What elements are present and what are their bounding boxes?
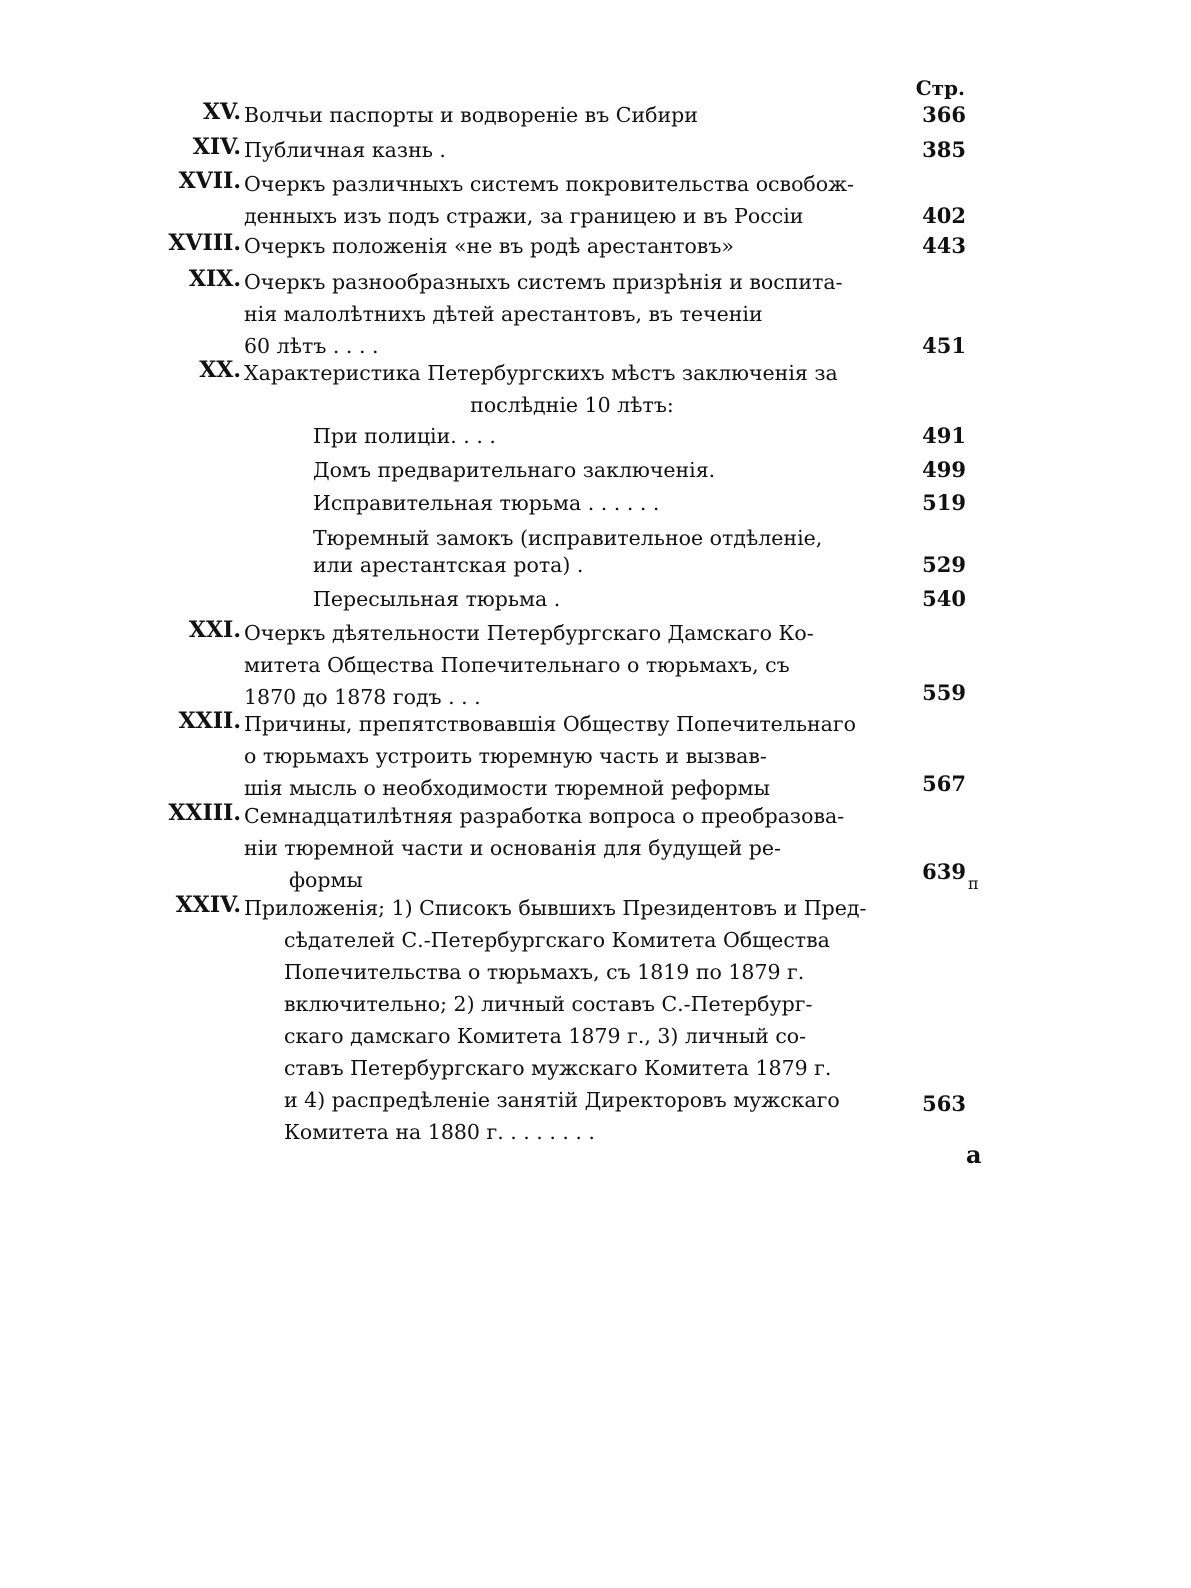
title-line: шія мысль о необходимости тюремной реформы <box>244 776 770 800</box>
title-line: ставъ Петербургскаго мужскаго Комитета 1879 г. <box>284 1056 832 1080</box>
chapter-title <box>244 134 900 166</box>
chapter-number: XXI. <box>188 617 241 643</box>
chapter-title <box>244 168 900 232</box>
signature-mark: a <box>966 1140 982 1169</box>
subentry-label: При полиціи. . . . <box>313 424 496 448</box>
title-line: 1870 до 1878 годъ . . . <box>244 685 481 709</box>
page-number: 639 <box>922 859 966 884</box>
title-line: Публичная казнь . <box>244 138 446 162</box>
title-line: скаго дамскаго Комитета 1879 г., 3) личный со- <box>284 1024 807 1048</box>
chapter-number: XVII. <box>178 168 241 194</box>
subentry-label: Пересыльная тюрьма . <box>313 587 561 611</box>
chapter-number: XV. <box>203 99 241 125</box>
chapter-title <box>244 357 900 421</box>
title-line: формы <box>289 868 363 892</box>
chapter-title <box>244 230 900 262</box>
chapter-title <box>244 800 900 896</box>
margin-mark: п <box>968 874 979 893</box>
title-line: митета Общества Попечительнаго о тюрьмахъ, съ <box>244 653 790 677</box>
title-line: Очеркъ различныхъ системъ покровительства освобож- <box>244 172 854 196</box>
page-number: 529 <box>922 552 966 577</box>
title-line: Семнадцатилѣтняя разработка вопроса о преобразова- <box>244 804 845 828</box>
page-column-header: Стр. <box>915 76 965 100</box>
title-line: Характеристика Петербургскихъ мѣстъ заключенія за <box>244 361 838 385</box>
title-line: Причины, препятствовавшія Обществу Попечительнаго <box>244 712 856 736</box>
title-line: 60 лѣтъ . . . . <box>244 334 379 358</box>
page-number: 385 <box>922 137 966 162</box>
page-number: 402 <box>922 203 966 228</box>
subentry-label: Домъ предварительнаго заключенія. <box>313 458 716 482</box>
chapter-number: XXIII. <box>168 800 241 826</box>
chapter-number: XX. <box>199 357 241 383</box>
title-line: Приложенія; 1) Списокъ бывшихъ Президентовъ и Пред- <box>244 896 867 920</box>
title-line: Очеркъ разнообразныхъ системъ призрѣнія и воспита- <box>244 270 843 294</box>
title-line: Волчьи паспорты и водвореніе въ Сибири <box>244 103 698 127</box>
page-number: 443 <box>922 233 966 258</box>
chapter-number: XIV. <box>192 134 241 160</box>
page-number: 451 <box>922 333 966 358</box>
chapter-number: XVIII. <box>168 230 241 256</box>
page-number: 491 <box>922 423 966 448</box>
subentry-label: или арестантская рота) . <box>313 553 584 577</box>
subentry-label: Тюремный замокъ (исправительное отдѣленіе, <box>313 526 823 550</box>
subentry-label: Исправительная тюрьма . . . . . . <box>313 491 660 515</box>
title-line: денныхъ изъ подъ стражи, за границею и въ Россіи <box>244 204 804 228</box>
title-line: о тюрьмахъ устроить тюремную часть и вызвав- <box>244 744 767 768</box>
chapter-number: XXII. <box>178 708 241 734</box>
title-line: включительно; 2) личный составъ С.-Петербург- <box>284 992 813 1016</box>
title-line: Очеркъ дѣятельности Петербургскаго Дамскаго Ко- <box>244 621 814 645</box>
chapter-title <box>244 708 900 804</box>
title-line: сѣдателей С.-Петербургскаго Комитета Общества <box>284 928 830 952</box>
title-line: ніи тюремной части и основанія для будущей ре- <box>244 836 781 860</box>
page-number: 519 <box>922 490 966 515</box>
page-number: 563 <box>922 1091 966 1116</box>
chapter-title <box>244 892 900 1148</box>
title-line: Попечительства о тюрьмахъ, съ 1819 по 1879 г. <box>284 960 805 984</box>
page-number: 567 <box>922 771 966 796</box>
title-line: послѣдніе 10 лѣтъ: <box>470 393 674 417</box>
page-number: 540 <box>922 586 966 611</box>
title-line: Комитета на 1880 г. . . . . . . . <box>284 1120 595 1144</box>
page-number: 559 <box>922 680 966 705</box>
title-line: и 4) распредѣленіе занятій Директоровъ мужскаго <box>284 1088 840 1112</box>
chapter-title <box>244 266 900 362</box>
title-line: нія малолѣтнихъ дѣтей арестантовъ, въ теченіи <box>244 302 763 326</box>
page-number: 366 <box>922 102 966 127</box>
title-line: Очеркъ положенія «не въ родѣ арестантовъ» <box>244 234 734 258</box>
chapter-title <box>244 617 900 713</box>
page-number: 499 <box>922 457 966 482</box>
chapter-number: XXIV. <box>175 892 241 918</box>
chapter-title <box>244 99 900 131</box>
chapter-number: XIX. <box>188 266 241 292</box>
